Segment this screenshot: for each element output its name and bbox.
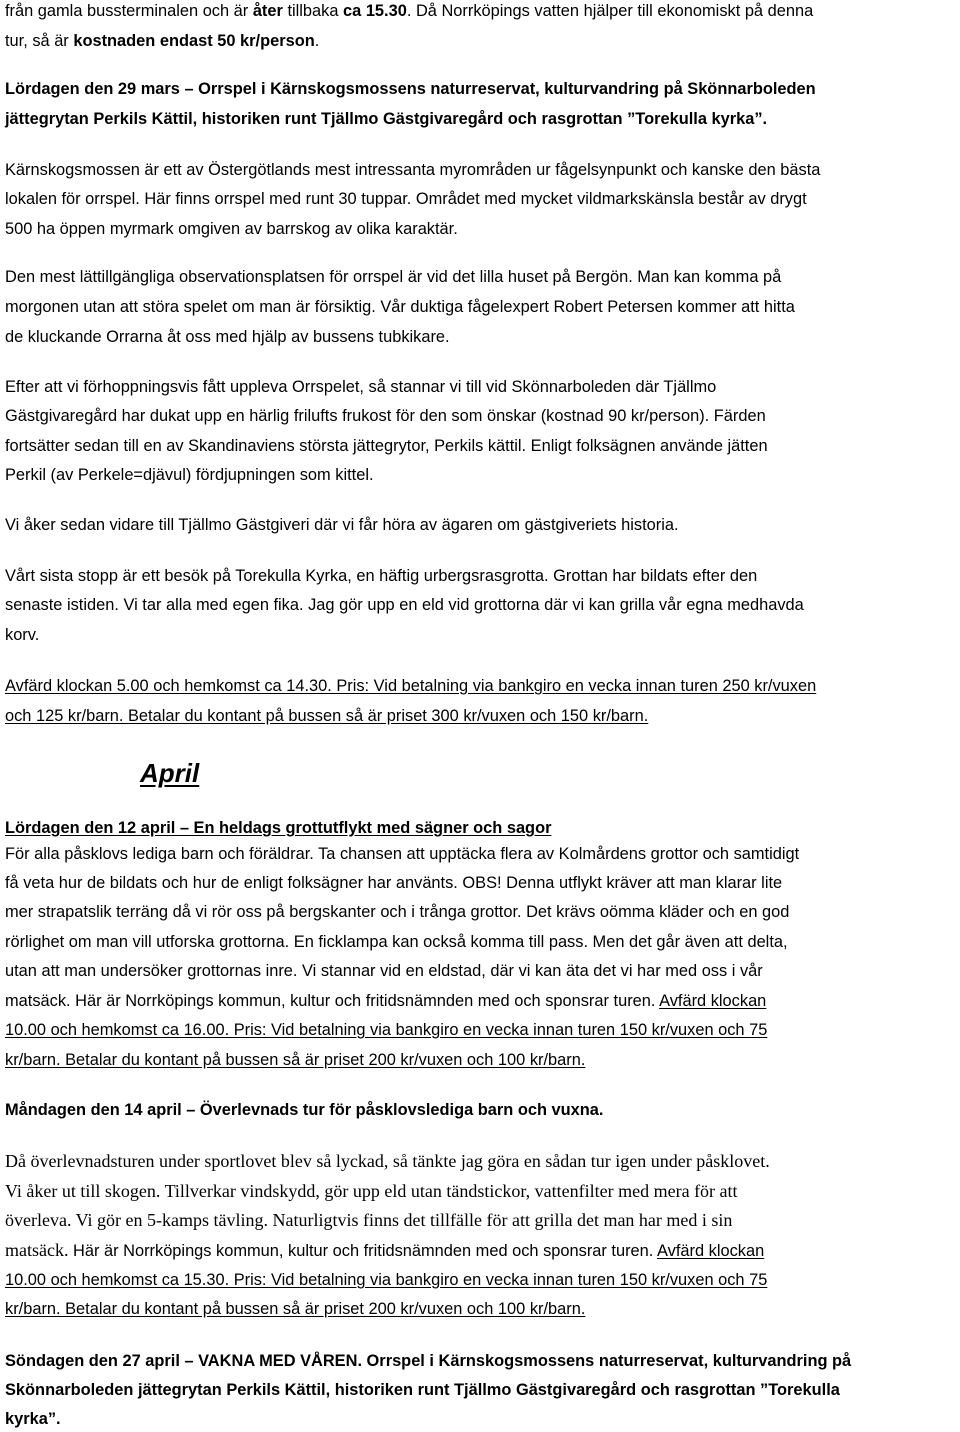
- paragraph-line: Efter att vi förhoppningsvis fått uppleva Orrspelet, så stannar vi till vid Skönnarboleden där Tjällmo: [5, 378, 717, 396]
- text: . Då Norrköpings vatten hjälper till ekonomiskt på denna: [406, 2, 814, 20]
- price-info-line: 10.00 och hemkomst ca 15.30. Pris: Vid betalning via bankgiro en vecka innan turen 150 kr/vuxen och 75: [5, 1271, 768, 1289]
- bold-text: åter: [252, 2, 283, 20]
- paragraph-line: överleva. Vi gör en 5-kamps tävling. Naturligtvis finns det tillfälle för att grilla det man har med i sin: [5, 1210, 733, 1230]
- paragraph-line: Perkil (av Perkele=djävul) fördjupningen som kittel.: [5, 466, 374, 484]
- paragraph-line: Den mest lättillgängliga observationsplatsen för orrspel är vid det lilla huset på Bergön. Man kan komma på: [5, 268, 782, 286]
- paragraph-line: fortsätter sedan till en av Skandinaviens största jättegrytor, Perkils kättil. Enligt folksägnen använde jätten: [5, 437, 768, 455]
- paragraph-line: Gästgivaregård har dukat upp en härlig frilufts frukost för den som önskar (kostnad 90 kr/person). Färden: [5, 407, 766, 425]
- bold-text: kostnaden endast 50 kr/person: [73, 32, 315, 50]
- underlined-text: Avfärd klockan: [659, 992, 767, 1010]
- paragraph-line: [5, 1239, 764, 1262]
- paragraph-line: morgonen utan att störa spelet om man är försiktig. Vår duktiga fågelexpert Robert Petersen kommer att hitta: [5, 298, 795, 316]
- event-apr12-title: Lördagen den 12 april – En heldags grottutflykt med sägner och sagor: [5, 819, 552, 837]
- paragraph-line: mer strapatslik terräng då vi rör oss på bergskanter och i trånga grottor. Det krävs oömma kläder och en god: [5, 903, 790, 921]
- price-info-line: kr/barn. Betalar du kontant på bussen så är priset 200 kr/vuxen och 100 kr/barn.: [5, 1300, 586, 1318]
- intro-line-2: [5, 30, 319, 52]
- text: .: [314, 32, 320, 50]
- paragraph-line: Vi åker sedan vidare till Tjällmo Gästgiveri där vi får höra av ägaren om gästgiveriets historia.: [5, 516, 679, 534]
- event-apr27-title-line: Skönnarboleden jättegrytan Perkils Kättil, historiken runt Tjällmo Gästgivaregård och rasgrottan ”Torekulla: [5, 1381, 840, 1399]
- paragraph-line: Vårt sista stopp är ett besök på Torekulla Kyrka, en häftig urbergsrasgrotta. Grottan har bildats efter den: [5, 567, 758, 585]
- paragraph-line: de kluckande Orrarna åt oss med hjälp av bussens tubkikare.: [5, 328, 450, 346]
- paragraph-line: Kärnskogsmossen är ett av Östergötlands mest intressanta myrområden ur fågelsynpunkt och kanske den bästa: [5, 161, 821, 179]
- text: matsäck.: [5, 1240, 69, 1260]
- text: tillbaka: [282, 2, 344, 20]
- event-apr14-title: Måndagen den 14 april – Överlevnads tur för påsklovslediga barn och vuxna.: [5, 1101, 604, 1119]
- paragraph-line: utan att man undersöker grottornas inre. Vi stannar vid en eldstad, där vi kan äta det vi har med oss i vår: [5, 962, 763, 980]
- price-info-line: kr/barn. Betalar du kontant på bussen så är priset 200 kr/vuxen och 100 kr/barn.: [5, 1051, 586, 1069]
- paragraph-line: rörlighet om man vill utforska grottorna. En ficklampa kan också komma till pass. Men det går även att delta,: [5, 933, 788, 951]
- text: matsäck. Här är Norrköpings kommun, kultur och fritidsnämnden med och sponsrar turen.: [5, 992, 660, 1010]
- event-mar29-title-line-2: jättegrytan Perkils Kättil, historiken runt Tjällmo Gästgivaregård och rasgrottan ”Torekulla kyrka”.: [5, 110, 768, 128]
- text: från gamla bussterminalen och är: [5, 2, 253, 20]
- paragraph-line: korv.: [5, 626, 40, 644]
- text: Här är Norrköpings kommun, kultur och fritidsnämnden med och sponsrar turen.: [68, 1242, 657, 1260]
- paragraph-line: För alla påsklovs lediga barn och föräldrar. Ta chansen att upptäcka flera av Kolmårdens grottor och samtidigt: [5, 845, 800, 863]
- paragraph-line: [5, 990, 766, 1012]
- paragraph-line: lokalen för orrspel. Här finns orrspel med runt 30 tuppar. Området med mycket vildmarkskänsla består av drygt: [5, 190, 807, 208]
- paragraph-line: Då överlevnadsturen under sportlovet blev så lyckad, så tänkte jag göra en sådan tur igen under påsklovet.: [5, 1151, 770, 1171]
- bold-text: ca 15.30: [343, 2, 407, 20]
- paragraph-line: få veta hur de bildats och hur de enligt folksägner har använts. OBS! Denna utflykt kräver att man klarar lite: [5, 874, 783, 892]
- paragraph-line: senaste istiden. Vi tar alla med egen fika. Jag gör upp en eld vid grottorna där vi kan grilla vår egna medhavda: [5, 596, 804, 614]
- event-apr27-title-line: kyrka”.: [5, 1410, 61, 1428]
- price-info-line: Avfärd klockan 5.00 och hemkomst ca 14.30. Pris: Vid betalning via bankgiro en vecka innan turen 250 kr/vuxen: [5, 677, 817, 695]
- intro-line-1: [5, 0, 813, 22]
- paragraph-line: Vi åker ut till skogen. Tillverkar vindskydd, gör upp eld utan tändstickor, vattenfilter med mera för att: [5, 1181, 738, 1201]
- underlined-text: Avfärd klockan: [657, 1242, 765, 1260]
- event-apr27-title-line: Söndagen den 27 april – VAKNA MED VÅREN. Orrspel i Kärnskogsmossens naturreservat, kulturvandring på: [5, 1352, 852, 1370]
- event-mar29-title-line-1: Lördagen den 29 mars – Orrspel i Kärnskogsmossens naturreservat, kulturvandring på Skönnarboleden: [5, 80, 816, 98]
- text: tur, så är: [5, 32, 74, 50]
- price-info-line: 10.00 och hemkomst ca 16.00. Pris: Vid betalning via bankgiro en vecka innan turen 150 kr/vuxen och 75: [5, 1021, 768, 1039]
- month-heading: April: [140, 758, 200, 788]
- price-info-line: och 125 kr/barn. Betalar du kontant på bussen så är priset 300 kr/vuxen och 150 kr/barn.: [5, 707, 649, 725]
- paragraph-line: 500 ha öppen myrmark omgiven av barrskog av olika karaktär.: [5, 220, 458, 238]
